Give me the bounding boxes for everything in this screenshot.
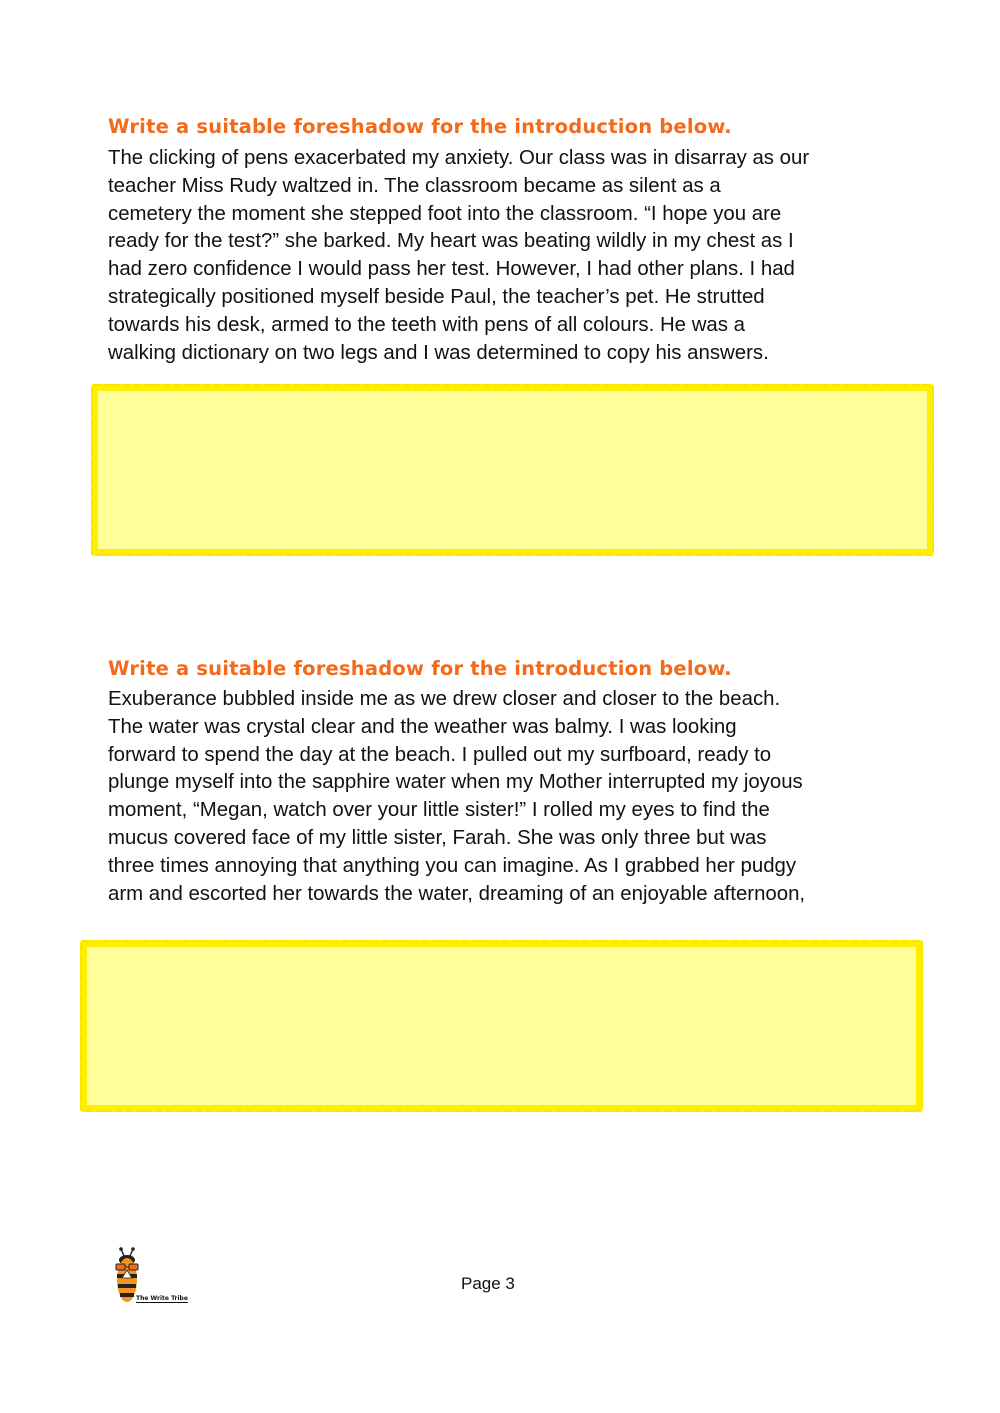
section-1-passage (108, 145, 908, 367)
section-1-answer-box[interactable] (91, 384, 934, 556)
page-number: Page 3 (461, 1274, 515, 1293)
section-2-answer-box[interactable] (80, 940, 923, 1112)
passage-line: The water was crystal clear and the weather was balmy. I was looking (108, 715, 737, 738)
passage-line: forward to spend the day at the beach. I pulled out my surfboard, ready to (108, 743, 772, 766)
passage-line: Exuberance bubbled inside me as we drew closer and closer to the beach. (108, 688, 781, 710)
passage-line: ready for the test?” she barked. My heart was beating wildly in my chest as I (108, 230, 794, 253)
passage-line: arm and escorted her towards the water, dreaming of an enjoyable afternoon, (108, 882, 806, 905)
passage-line: had zero confidence I would pass her test. However, I had other plans. I had (108, 258, 795, 281)
section-2-passage (108, 686, 908, 908)
section-2-heading: Write a suitable foreshadow for the introduction below. (108, 657, 732, 680)
passage-line: mucus covered face of my little sister, Farah. She was only three but was (108, 826, 767, 849)
section-1-answer-input[interactable] (98, 391, 927, 549)
logo-text: The Write Tribe (136, 1295, 188, 1302)
section-1-heading: Write a suitable foreshadow for the introduction below. (108, 115, 732, 138)
passage-line: cemetery the moment she stepped foot into the classroom. “I hope you are (108, 202, 782, 225)
passage-line: three times annoying that anything you can imagine. As I grabbed her pudgy (108, 854, 797, 877)
passage-line: plunge myself into the sapphire water when my Mother interrupted my joyous (108, 771, 803, 794)
passage-line: towards his desk, armed to the teeth with pens of all colours. He was a (108, 313, 745, 336)
passage-line: strategically positioned myself beside Paul, the teacher’s pet. He strutted (108, 285, 765, 308)
passage-line: moment, “Megan, watch over your little sister!” I rolled my eyes to find the (108, 799, 770, 822)
passage-line: teacher Miss Rudy waltzed in. The classroom became as silent as a (108, 174, 721, 197)
passage-line: walking dictionary on two legs and I was determined to copy his answers. (108, 341, 769, 364)
passage-line: The clicking of pens exacerbated my anxiety. Our class was in disarray as our (108, 147, 810, 169)
section-2-answer-input[interactable] (87, 947, 916, 1105)
